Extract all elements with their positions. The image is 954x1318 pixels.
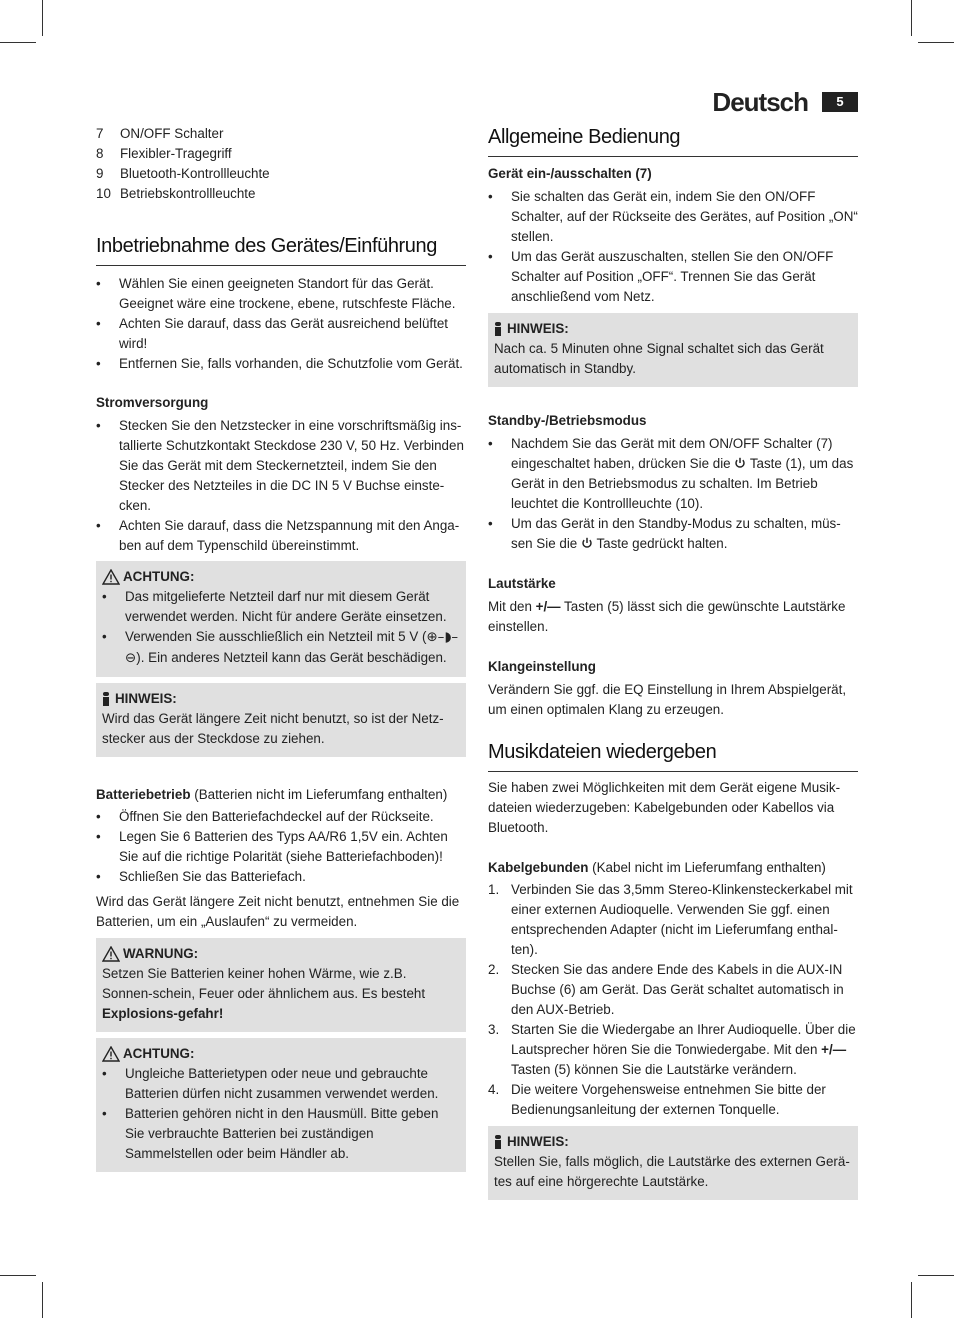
battery-bullets bbox=[96, 807, 466, 887]
intro-bullets bbox=[96, 274, 466, 374]
caution-bullets bbox=[102, 587, 460, 669]
polarity-symbol: ⊕–◗– ⊖ bbox=[125, 630, 459, 666]
list-item: • Verwenden Sie ausschließlich ein Netzteil mit 5 V (⊕–◗– ⊖). Ein anderes Netzteil kann das Gerät beschädigen. bbox=[102, 627, 460, 669]
battery-heading: Batteriebetrieb (Batterien nicht im Lieferumfang enthalten) bbox=[96, 787, 448, 802]
plus-minus-symbol: +/— bbox=[821, 1042, 847, 1057]
crop-mark bbox=[918, 42, 954, 43]
info-icon bbox=[494, 322, 502, 336]
subheading-onoff: Gerät ein-/ausschalten (7) bbox=[488, 166, 652, 181]
subheading-volume: Lautstärke bbox=[488, 576, 556, 591]
volume-text: Mit den +/— Tasten (5) lässt sich die gewünschte Lautstärke einstellen. bbox=[488, 599, 846, 634]
crop-mark bbox=[0, 1275, 36, 1276]
crop-mark bbox=[918, 1275, 954, 1276]
note-box bbox=[488, 1126, 858, 1200]
note-box bbox=[488, 313, 858, 387]
info-icon bbox=[102, 692, 110, 706]
list-item: • Achten Sie darauf, dass das Gerät ausreichend belüftet wird! bbox=[96, 314, 466, 354]
right-column bbox=[488, 124, 858, 1200]
list-item: 3. Starten Sie die Wiedergabe an Ihrer Audioquelle. Über die Lautsprecher hören Sie die Tonwiedergabe. Mit den +/— Tasten (5) können Sie die Lautstärke verändern. bbox=[488, 1022, 856, 1077]
list-item: • Um das Gerät auszuschalten, stellen Sie den ON/OFF Schalter auf Position „OFF“. Trennen Sie das Gerät anschließend vom Netz. bbox=[488, 247, 858, 307]
battery-paragraph: Wird das Gerät längere Zeit nicht benutzt, entnehmen Sie die Batterien, um ein „Auslaufen“ zu vermeiden. bbox=[96, 894, 460, 929]
power-icon bbox=[581, 537, 593, 549]
list-item: 2. Stecken Sie das andere Ende des Kabels in die AUX-IN Buchse (6) am Gerät. Das Gerät schaltet automatisch in den AUX-Betrieb. bbox=[488, 962, 844, 1017]
caution-bullets bbox=[102, 1064, 460, 1164]
list-item: • Sie schalten das Gerät ein, indem Sie den ON/OFF Schalter, auf der Rückseite des Gerätes, auf Position „ON“ stellen. bbox=[488, 187, 858, 247]
caution-box bbox=[96, 1038, 466, 1172]
section-heading: Allgemeine Bedienung bbox=[488, 124, 858, 157]
subheading-sound: Klangeinstellung bbox=[488, 659, 596, 674]
onoff-bullets bbox=[488, 187, 858, 307]
language-title: Deutsch bbox=[712, 87, 808, 117]
list-item: 10 Betriebskontrollleuchte bbox=[96, 186, 256, 201]
subheading-standby: Standby-/Betriebsmodus bbox=[488, 413, 647, 428]
note-title: HINWEIS: bbox=[494, 319, 852, 339]
list-item: • Stecken Sie den Netzstecker in eine vorschriftsmäßig ins-tallierte Schutzkontakt Steckdose 230 V, 50 Hz. Verbinden Sie das Gerät mit dem Steckernetzteil, indem Sie den Stecker des Netzteiles in die DC IN 5 V Buchse einste-cken. bbox=[96, 416, 466, 516]
warning-title: WARNUNG: bbox=[102, 944, 460, 964]
crop-mark bbox=[911, 0, 912, 36]
note-title: HINWEIS: bbox=[494, 1132, 852, 1152]
list-item: 1. Verbinden Sie das 3,5mm Stereo-Klinkensteckerkabel mit einer externen Audioquelle. Verwenden Sie ggf. einen entsprechenden Adapter (nicht im Lieferumfang enthal-ten). bbox=[488, 882, 853, 957]
crop-mark bbox=[0, 42, 36, 43]
crop-mark bbox=[911, 1282, 912, 1318]
subheading-power: Stromversorgung bbox=[96, 395, 209, 410]
warning-triangle-icon bbox=[102, 1046, 120, 1062]
list-item: • Öffnen Sie den Batteriefachdeckel auf der Rückseite. bbox=[96, 807, 466, 827]
list-item: • Nachdem Sie das Gerät mit dem ON/OFF Schalter (7) eingeschaltet haben, drücken Sie die Taste (1), um das Gerät in den Betriebsmodus zu schalten. Im Betrieb leuchtet die Kontrollleuchte (10). bbox=[488, 434, 858, 514]
caution-box bbox=[96, 561, 466, 677]
section-heading: Musikdateien wiedergeben bbox=[488, 739, 858, 772]
list-item: 4. Die weitere Vorgehensweise entnehmen Sie bitte der Bedienungsanleitung der externen Tonquelle. bbox=[488, 1082, 826, 1117]
left-column bbox=[96, 124, 466, 1172]
caution-title: ACHTUNG: bbox=[102, 567, 460, 587]
caution-title: ACHTUNG: bbox=[102, 1044, 460, 1064]
list-item: • Achten Sie darauf, dass die Netzspannung mit den Anga-ben auf dem Typenschild übereinstimmt. bbox=[96, 516, 466, 556]
note-text: Stellen Sie, falls möglich, die Lautstärke des externen Gerä-tes auf eine hörgerechte Lautstärke. bbox=[494, 1154, 850, 1189]
power-bullets bbox=[96, 416, 466, 556]
warning-triangle-icon bbox=[102, 569, 120, 585]
list-item: • Batterien gehören nicht in den Hausmüll. Bitte geben Sie verbrauchte Batterien bei zuständigen Sammelstellen oder beim Händler ab. bbox=[102, 1104, 460, 1164]
power-icon bbox=[734, 457, 746, 469]
parts-list bbox=[96, 124, 466, 204]
list-item: • Schließen Sie das Batteriefach. bbox=[96, 867, 466, 887]
list-item: • Ungleiche Batterietypen oder neue und gebrauchte Batterien dürfen nicht zusammen verwendet werden. bbox=[102, 1064, 460, 1104]
cable-heading: Kabelgebunden (Kabel nicht im Lieferumfang enthalten) bbox=[488, 860, 826, 875]
list-item: 7 ON/OFF Schalter bbox=[96, 126, 224, 141]
list-item: 9 Bluetooth-Kontrollleuchte bbox=[96, 166, 270, 181]
crop-mark bbox=[42, 1282, 43, 1318]
sound-text: Verändern Sie ggf. die EQ Einstellung in Ihrem Abspielgerät, um einen optimalen Klang zu erzeugen. bbox=[488, 682, 847, 717]
info-icon bbox=[494, 1135, 502, 1149]
warning-text: Setzen Sie Batterien keiner hohen Wärme, wie z.B. Sonnen-schein, Feuer oder ähnlichem aus. Es besteht Explosions-gefahr! bbox=[102, 966, 426, 1021]
list-item: • Um das Gerät in den Standby-Modus zu schalten, müs-sen Sie die Taste gedrückt halten. bbox=[488, 514, 858, 554]
cable-steps bbox=[488, 880, 858, 1120]
list-item: • Entfernen Sie, falls vorhanden, die Schutzfolie vom Gerät. bbox=[96, 354, 466, 374]
note-text: Wird das Gerät längere Zeit nicht benutzt, so ist der Netz-stecker aus der Steckdose zu ziehen. bbox=[102, 711, 444, 746]
note-text: Nach ca. 5 Minuten ohne Signal schaltet sich das Gerät automatisch in Standby. bbox=[494, 341, 824, 376]
warning-box bbox=[96, 938, 466, 1032]
list-item: • Das mitgelieferte Netzteil darf nur mit diesem Gerät verwendet werden. Nicht für andere Geräte einsetzen. bbox=[102, 587, 460, 627]
list-item: • Wählen Sie einen geeigneten Standort für das Gerät. Geeignet wäre eine trockene, ebene, rutschfeste Fläche. bbox=[96, 274, 466, 314]
page-number: 5 bbox=[822, 92, 858, 112]
note-title: HINWEIS: bbox=[102, 689, 460, 709]
section-heading: Inbetriebnahme des Gerätes/Einführung bbox=[96, 233, 466, 266]
list-item: 8 Flexibler-Tragegriff bbox=[96, 146, 232, 161]
crop-mark bbox=[42, 0, 43, 36]
plus-minus-symbol: +/— bbox=[535, 599, 561, 614]
music-intro: Sie haben zwei Möglichkeiten mit dem Gerät eigene Musik-dateien wiederzugeben: Kabelgebunden oder Kabellos via Bluetooth. bbox=[488, 780, 841, 835]
note-box bbox=[96, 683, 466, 757]
warning-triangle-icon bbox=[102, 946, 120, 962]
list-item: • Legen Sie 6 Batterien des Typs AA/R6 1,5V ein. Achten Sie auf die richtige Polarität (siehe Batteriefachboden)! bbox=[96, 827, 466, 867]
standby-bullets bbox=[488, 434, 858, 554]
